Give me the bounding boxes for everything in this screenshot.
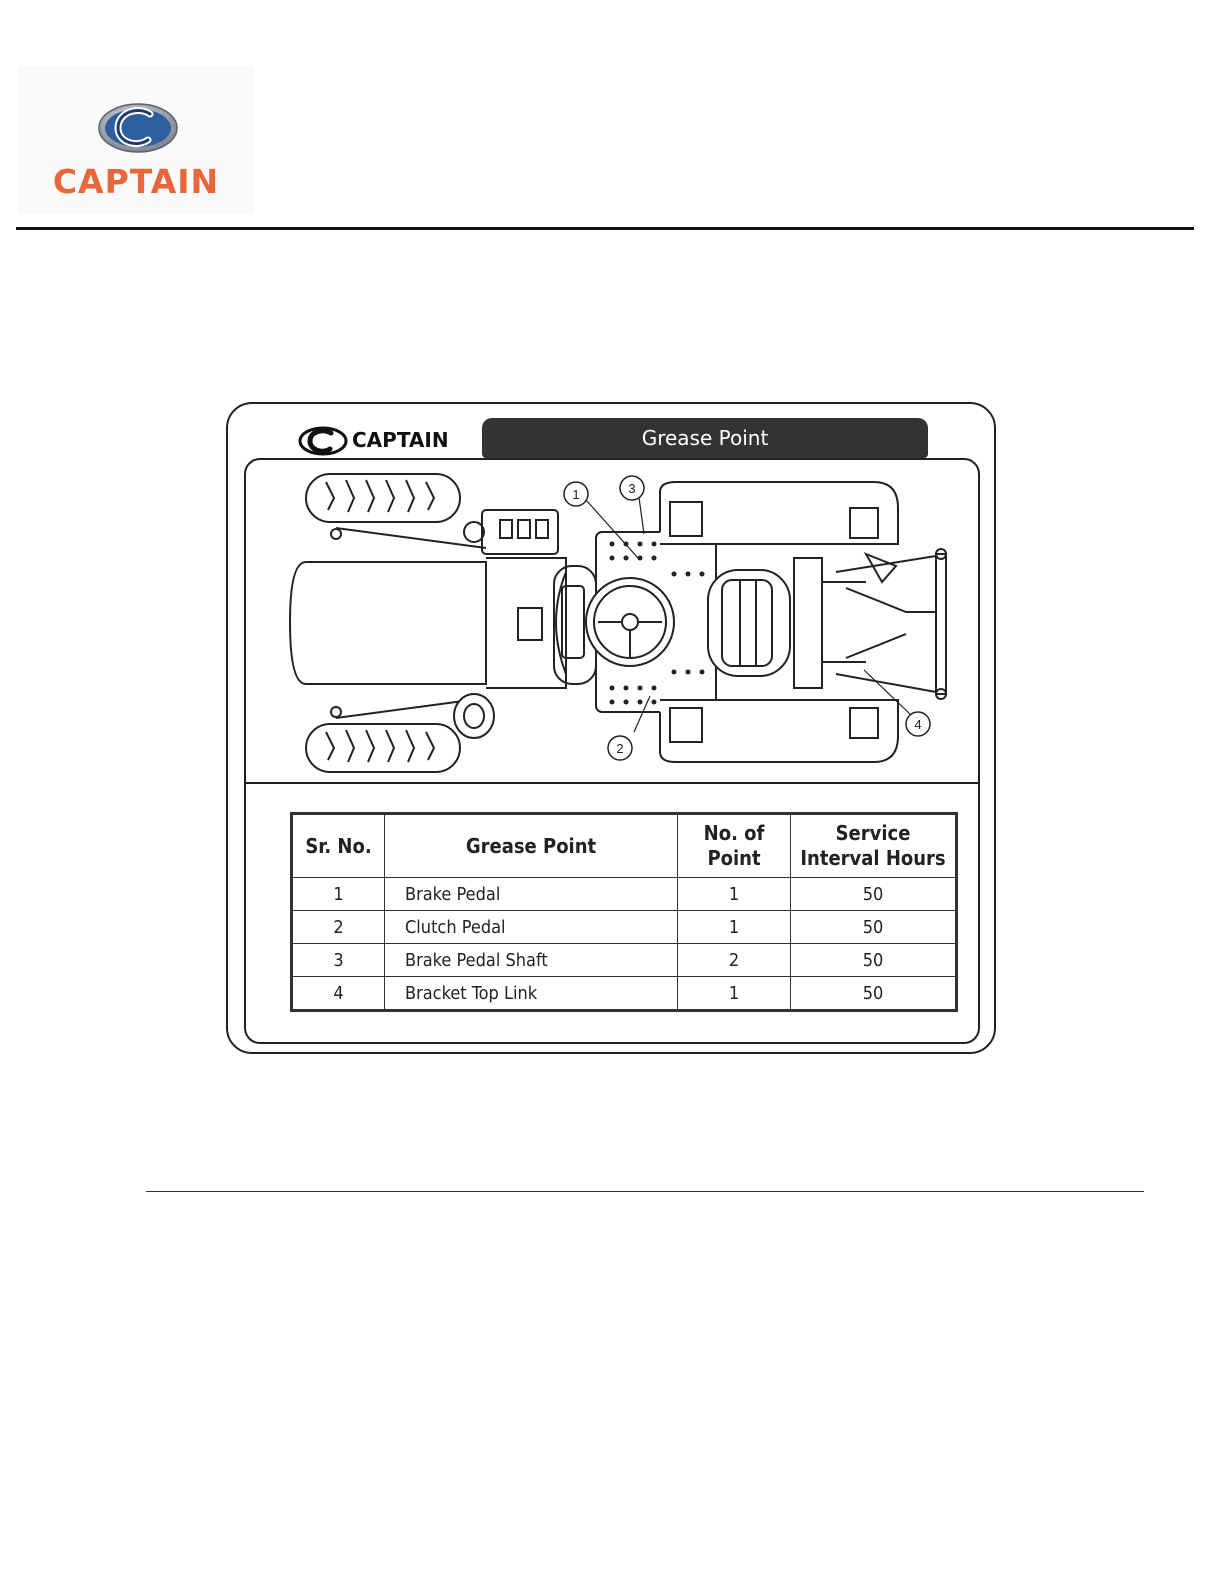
table-row <box>292 911 957 944</box>
captain-emblem-icon <box>98 102 178 154</box>
row-grease-point: Bracket Top Link <box>385 977 678 1011</box>
table-header-row <box>292 814 957 878</box>
front-right-tyre <box>306 724 460 772</box>
logo-wordmark: CAPTAIN <box>52 162 220 201</box>
header-no-of-point-line2: Point <box>707 846 761 870</box>
table-row <box>292 878 957 911</box>
front-left-tyre <box>306 474 460 522</box>
header-sr-no: Sr. No. <box>292 814 385 878</box>
row-interval-hours: 50 <box>791 977 957 1011</box>
row-no-of-point: 1 <box>678 977 791 1011</box>
row-sr-no: 2 <box>292 911 385 944</box>
row-interval-hours: 50 <box>791 911 957 944</box>
row-sr-no: 3 <box>292 944 385 977</box>
company-logo <box>18 66 254 214</box>
table-row <box>292 944 957 977</box>
row-grease-point: Clutch Pedal <box>385 911 678 944</box>
header-service-interval <box>791 814 957 878</box>
header-grease-point: Grease Point <box>385 814 678 878</box>
header-no-of-point <box>678 814 791 878</box>
header-service-interval-line1: Service <box>835 821 911 845</box>
row-no-of-point: 1 <box>678 878 791 911</box>
table-row <box>292 977 957 1011</box>
callout-4-label: 4 <box>914 717 922 732</box>
decal-brand-text: CAPTAIN <box>352 428 449 452</box>
grease-point-decal <box>226 402 996 1054</box>
tractor-diagram <box>246 462 980 782</box>
row-interval-hours: 50 <box>791 878 957 911</box>
callout-3-label: 3 <box>628 481 636 496</box>
header-service-interval-line2: Interval Hours <box>800 846 946 870</box>
captain-mark-icon <box>298 426 348 456</box>
row-interval-hours: 50 <box>791 944 957 977</box>
callout-1-label: 1 <box>572 487 580 502</box>
panel-divider <box>246 782 978 784</box>
header-no-of-point-line1: No. of <box>703 821 765 845</box>
callout-2-label: 2 <box>616 741 624 756</box>
grease-point-table <box>290 812 958 1012</box>
row-sr-no: 4 <box>292 977 385 1011</box>
row-no-of-point: 1 <box>678 911 791 944</box>
decal-title: Grease Point <box>482 418 928 458</box>
header-divider <box>16 227 1194 230</box>
row-grease-point: Brake Pedal <box>385 878 678 911</box>
row-grease-point: Brake Pedal Shaft <box>385 944 678 977</box>
footer-divider <box>146 1191 1144 1192</box>
row-sr-no: 1 <box>292 878 385 911</box>
row-no-of-point: 2 <box>678 944 791 977</box>
